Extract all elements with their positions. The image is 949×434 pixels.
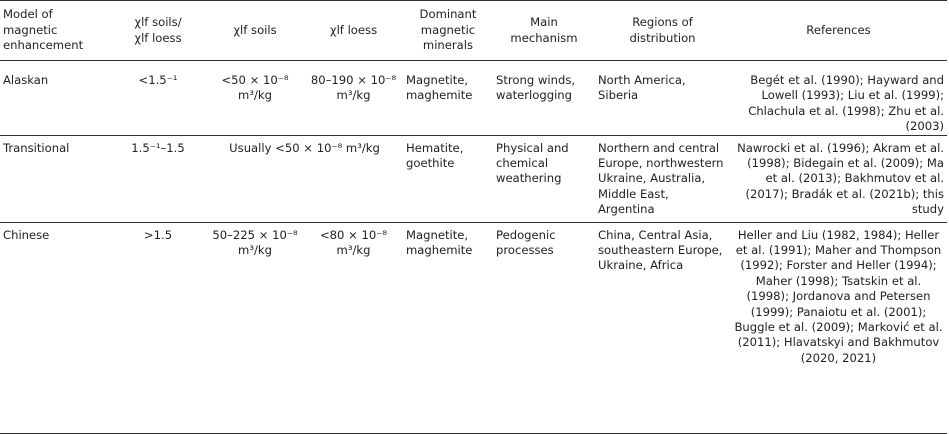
- cell-soils: <50 × 10⁻⁸ m³/kg: [221, 73, 289, 103]
- table-row-chinese: [0, 222, 947, 433]
- header-minerals: Dominant magnetic minerals: [403, 1, 493, 61]
- cell-references: Heller and Liu (1982, 1984); Heller et al. (1991); Maher and Thompson (1992); Forster and Heller (1994); Maher (1998); Tsatskin et al. (1998); Jordanova and Petersen (1999); Panaiotu et al. (2001); Buggle et al. (2009); Marković et al. (2011); Hlavatskyi and Bakhmutov (2020, 2021): [734, 227, 943, 365]
- cell-soils-loess: Usually <50 × 10⁻⁸ m³/kg: [229, 140, 380, 155]
- cell-regions: Northern and central Europe, northwestern Ukraine, Australia, Middle East, Argentina: [598, 140, 724, 217]
- cell-regions: North America, Siberia: [598, 73, 686, 103]
- cell-model: Chinese: [3, 227, 50, 242]
- header-row: [0, 1, 947, 61]
- header-model: Model of magnetic enhancement: [0, 1, 110, 61]
- cell-loess: 80–190 × 10⁻⁸ m³/kg: [310, 73, 397, 103]
- header-soils: χlf soils: [206, 1, 304, 61]
- header-regions: Regions of distribution: [595, 1, 730, 61]
- table-row-transitional: [0, 135, 947, 222]
- cell-minerals: Magnetite, maghemite: [406, 73, 473, 103]
- cell-mechanism: Strong winds, waterlogging: [496, 73, 576, 103]
- cell-regions: China, Central Asia, southeastern Europe, Ukraine, Africa: [598, 227, 723, 273]
- cell-mechanism: Pedogenic processes: [496, 227, 556, 258]
- cell-references: Nawrocki et al. (1996); Akram et al. (1998); Bidegain et al. (2009); Ma et al. (2013); Bakhmutov et al. (2017); Bradák et al. (2021b); this study: [737, 140, 944, 217]
- cell-model: Transitional: [3, 140, 70, 155]
- header-ratio-top: χlf soils/: [134, 15, 182, 30]
- cell-ratio: 1.5⁻¹–1.5: [131, 140, 185, 155]
- cell-ratio: <1.5⁻¹: [138, 73, 178, 87]
- cell-minerals: Hematite, goethite: [406, 140, 464, 171]
- table-row-alaskan: [0, 61, 947, 136]
- cell-minerals: Magnetite, maghemite: [406, 227, 473, 258]
- header-mechanism: Main mechanism: [493, 1, 595, 61]
- header-references: References: [730, 1, 947, 61]
- cell-soils: 50–225 × 10⁻⁸ m³/kg: [212, 227, 298, 258]
- cell-references: Begét et al. (1990); Hayward and Lowell (1993); Liu et al. (1999); Chlachula et al. (1998); Zhu et al. (2003): [748, 73, 944, 134]
- cell-loess: <80 × 10⁻⁸ m³/kg: [319, 227, 388, 258]
- cell-mechanism: Physical and chemical weathering: [496, 140, 569, 186]
- header-loess: χlf loess: [304, 1, 403, 61]
- cell-ratio: >1.5: [143, 227, 173, 242]
- cell-model: Alaskan: [3, 73, 49, 87]
- header-ratio: [110, 1, 206, 61]
- header-ratio-bottom: χlf loess: [134, 30, 182, 45]
